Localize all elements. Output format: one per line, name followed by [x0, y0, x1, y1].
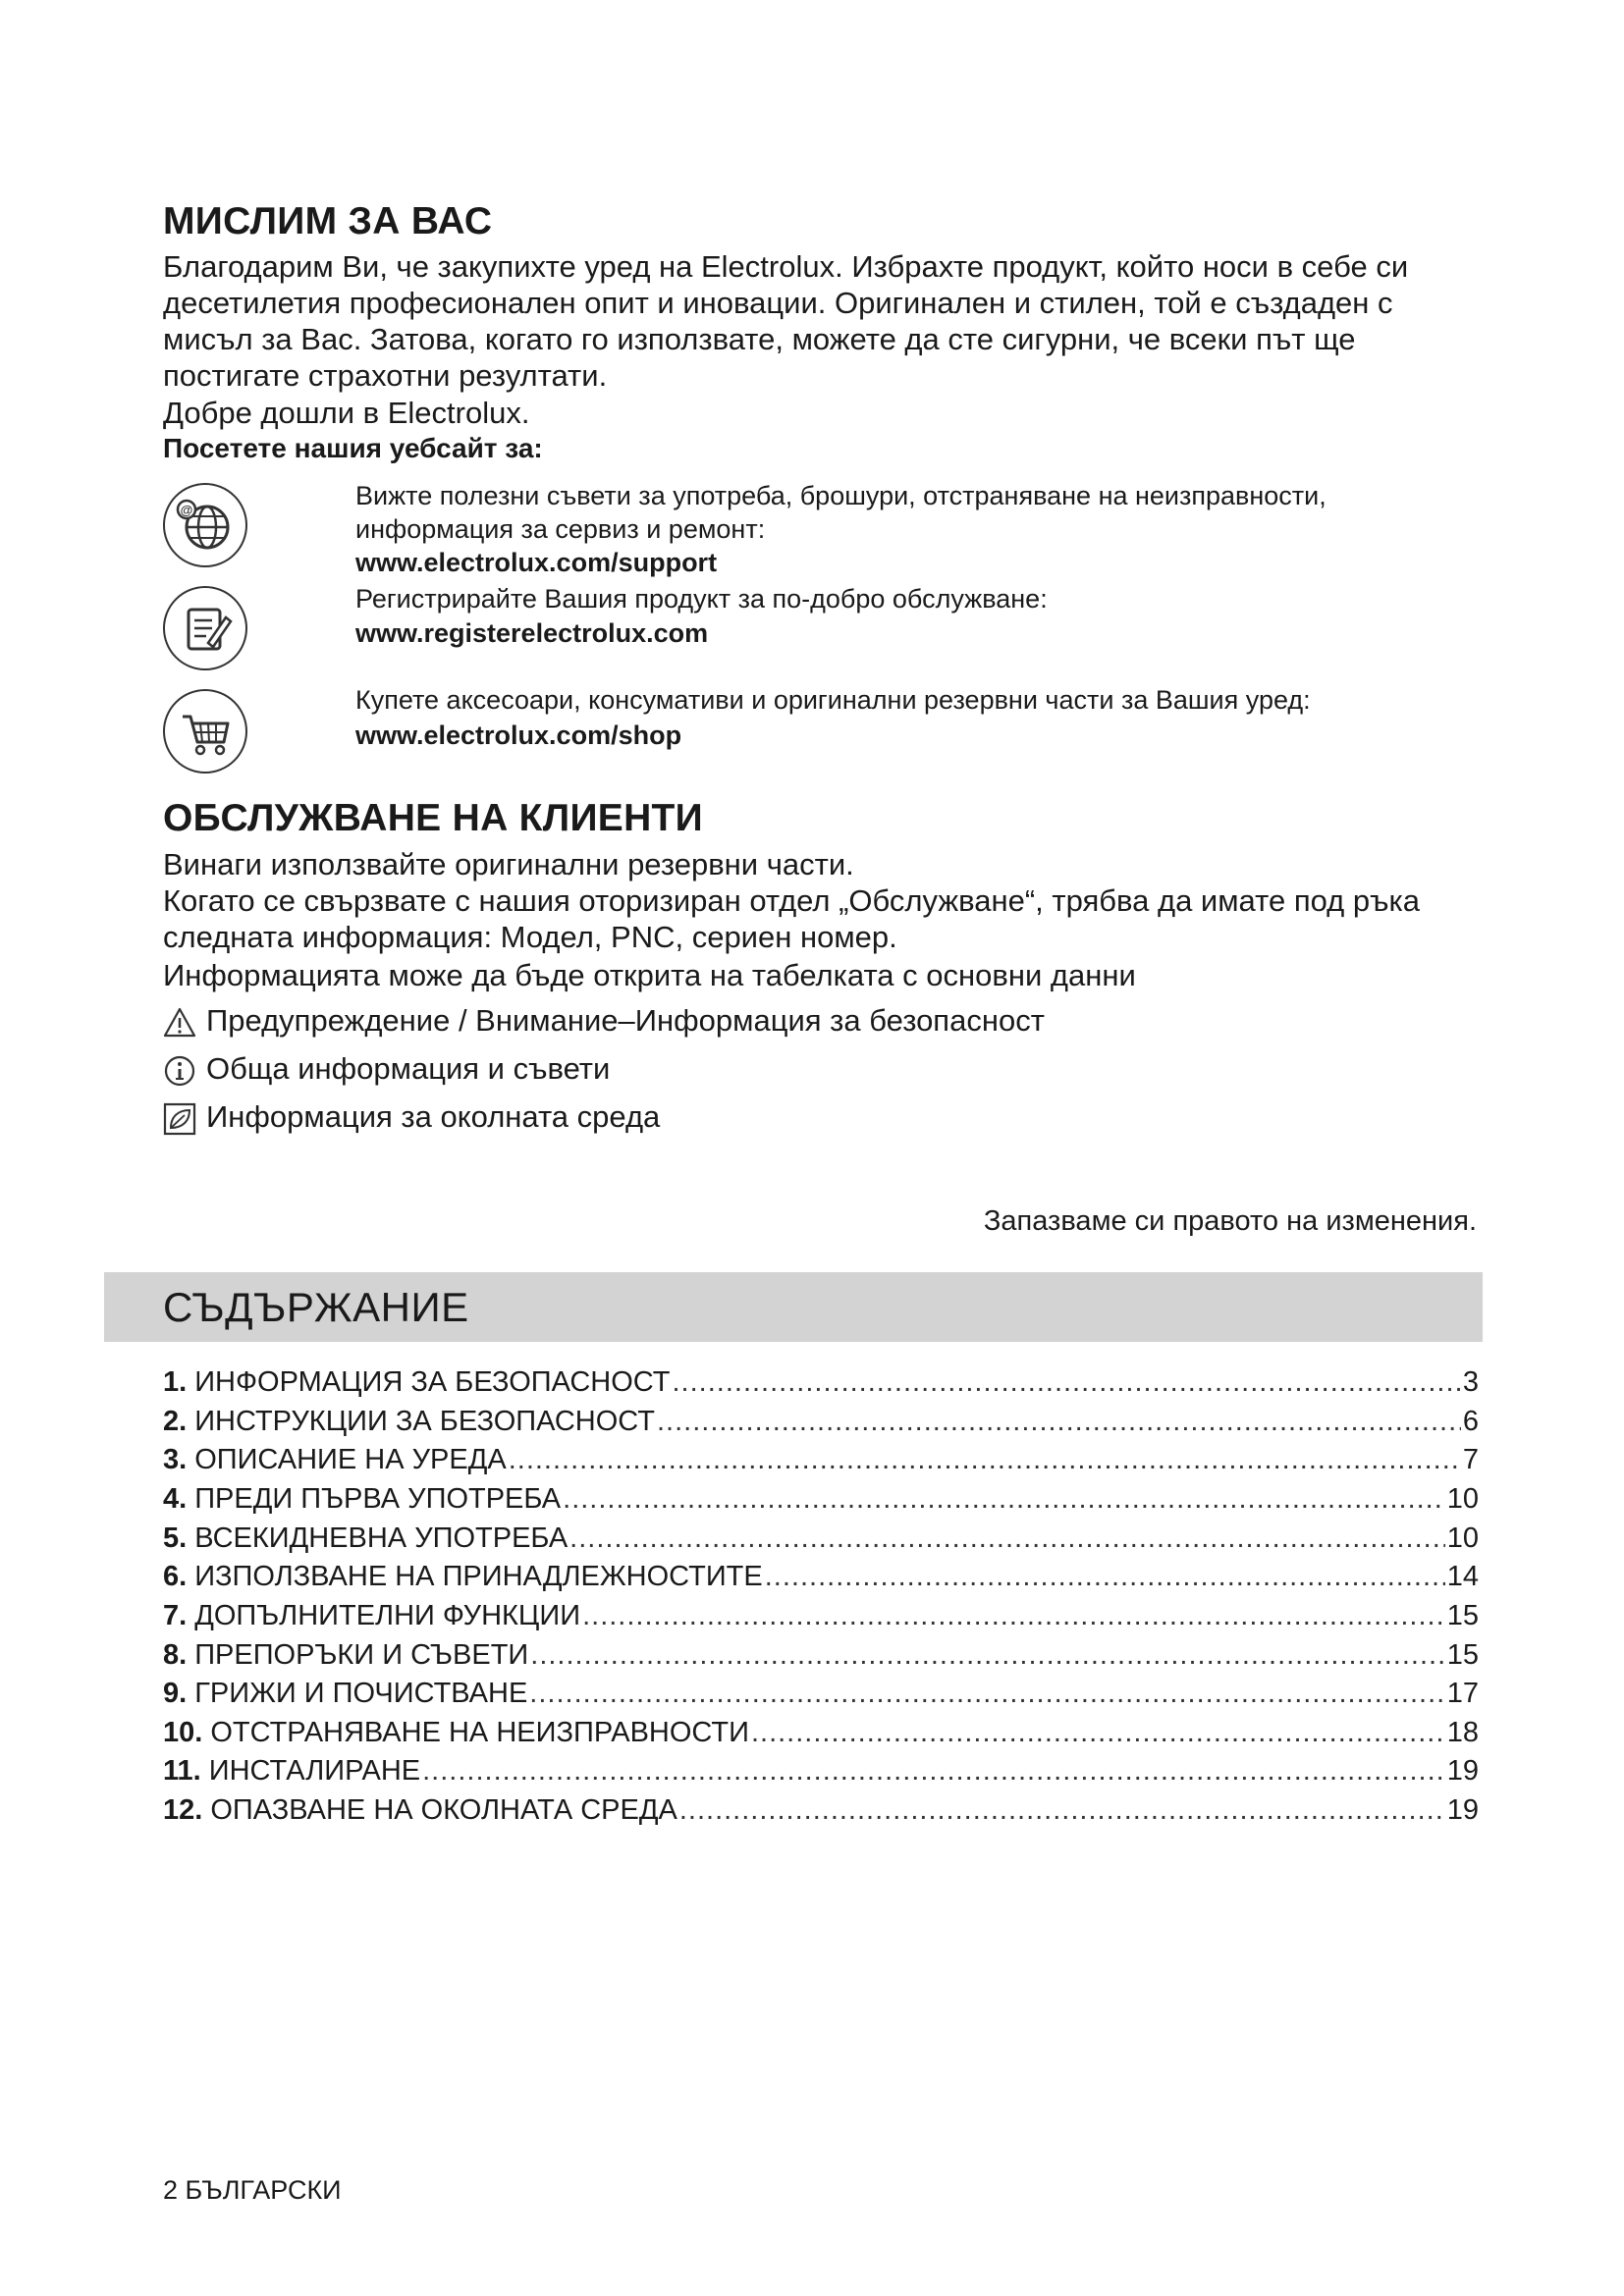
- legend-environment-text: Информация за околната среда: [206, 1099, 661, 1134]
- info-icon: [163, 1054, 196, 1088]
- toc-item[interactable]: [163, 1363, 1479, 1401]
- toc-item[interactable]: [163, 1714, 1479, 1751]
- toc-item-page: 15: [1446, 1600, 1479, 1631]
- toc-item[interactable]: [163, 1441, 1479, 1478]
- legend-warning-text: Предупреждение / Внимание–Информация за безопасност: [206, 1003, 1045, 1038]
- toc-item[interactable]: [163, 1403, 1479, 1440]
- toc-item-number: 4.: [163, 1483, 188, 1515]
- toc-item[interactable]: [163, 1752, 1479, 1789]
- toc-item-label: ИНФОРМАЦИЯ ЗА БЕЗОПАСНОСТ: [194, 1366, 671, 1398]
- toc-item-number: 10.: [163, 1717, 203, 1748]
- visit-website-label: Посетете нашия уебсайт за:: [163, 433, 543, 463]
- legend-warning: [163, 1001, 1045, 1041]
- register-description: Регистрирайте Вашия продукт за по-добро обслужване:: [355, 584, 1048, 614]
- register-link[interactable]: www.registerelectrolux.com: [355, 618, 709, 648]
- toc-item[interactable]: [163, 1636, 1479, 1674]
- toc-item[interactable]: [163, 1597, 1479, 1634]
- legend-info-text: Обща информация и съвети: [206, 1051, 611, 1086]
- toc-item-label: ИНСТАЛИРАНЕ: [208, 1755, 421, 1787]
- toc-item-label: ОТСТРАНЯВАНЕ НА НЕИЗПРАВНОСТИ: [210, 1717, 749, 1748]
- toc-item-page: 7: [1462, 1444, 1479, 1475]
- page-footer: 2 БЪЛГАРСКИ: [163, 2175, 342, 2205]
- toc-item-page: 6: [1462, 1406, 1479, 1437]
- toc-item[interactable]: [163, 1791, 1479, 1829]
- toc-item-label: ОПАЗВАНЕ НА ОКОЛНАТА СРЕДА: [210, 1794, 677, 1826]
- shop-description: Купете аксесоари, консумативи и оригинални резервни части за Вашия уред:: [355, 685, 1311, 715]
- toc-item-number: 5.: [163, 1522, 188, 1554]
- shop-link[interactable]: www.electrolux.com/shop: [355, 721, 682, 750]
- toc-item-number: 11.: [163, 1755, 201, 1787]
- legend-info: [163, 1049, 610, 1089]
- leaf-icon: [163, 1102, 196, 1136]
- intro-paragraph: Благодарим Ви, че закупихте уред на Electrolux. Избрахте продукт, който носи в себе си десетилетия професионален опит и иновации. Оригинален и стилен, той е създаден с мисъл за Вас. Затова, когато го използвате, можете да сте сигурни, че всеки път ще постигате страхотни резултати.: [163, 249, 1409, 393]
- toc-item-number: 3.: [163, 1444, 188, 1475]
- toc-item[interactable]: [163, 1558, 1479, 1595]
- toc-item-page: 18: [1446, 1717, 1479, 1748]
- service-line-3: Информацията може да бъде открита на табелката с основни данни: [163, 958, 1136, 992]
- toc-item-page: 10: [1446, 1522, 1479, 1554]
- shopping-cart-icon: [163, 689, 247, 774]
- service-line-2: Когато се свързвате с нашия оторизиран отдел „Обслужване“, трябва да имате под ръка следната информация: Модел, PNC, сериен номер.: [163, 883, 1420, 954]
- globe-icon: [163, 483, 247, 567]
- toc-item-page: 17: [1446, 1678, 1479, 1709]
- support-description: Вижте полезни съвети за употреба, брошури, отстраняване на неизправности, информация за сервиз и ремонт:: [355, 481, 1326, 544]
- toc-item[interactable]: [163, 1480, 1479, 1518]
- section-heading-thinking-of-you: МИСЛИМ ЗА ВАС: [163, 200, 493, 242]
- toc-item[interactable]: [163, 1675, 1479, 1712]
- toc-item-page: 19: [1446, 1755, 1479, 1787]
- legend-environment: [163, 1097, 660, 1137]
- toc-item[interactable]: [163, 1520, 1479, 1557]
- toc-item-page: 15: [1446, 1639, 1479, 1671]
- toc-item-label: ПРЕДИ ПЪРВА УПОТРЕБА: [194, 1483, 562, 1515]
- toc-item-label: ИНСТРУКЦИИ ЗА БЕЗОПАСНОСТ: [194, 1406, 655, 1437]
- toc-item-label: ГРИЖИ И ПОЧИСТВАНЕ: [194, 1678, 528, 1709]
- welcome-line: Добре дошли в Electrolux.: [163, 396, 530, 430]
- toc-item-label: ВСЕКИДНЕВНА УПОТРЕБА: [194, 1522, 568, 1554]
- support-link[interactable]: www.electrolux.com/support: [355, 548, 718, 577]
- toc-item-label: ПРЕПОРЪКИ И СЪВЕТИ: [194, 1639, 529, 1671]
- toc-item-number: 7.: [163, 1600, 188, 1631]
- toc-item-number: 6.: [163, 1561, 188, 1592]
- toc-item-page: 3: [1462, 1366, 1479, 1398]
- register-icon: [163, 586, 247, 670]
- toc-item-number: 8.: [163, 1639, 188, 1671]
- toc-item-label: ИЗПОЛЗВАНЕ НА ПРИНАДЛЕЖНОСТИТЕ: [194, 1561, 763, 1592]
- toc-item-number: 12.: [163, 1794, 203, 1826]
- toc-item-page: 10: [1446, 1483, 1479, 1515]
- warning-icon: [163, 1006, 196, 1040]
- svg-text:@: @: [180, 503, 193, 517]
- changes-notice: Запазваме си правото на изменения.: [983, 1205, 1477, 1237]
- toc-title: СЪДЪРЖАНИЕ: [163, 1284, 469, 1330]
- toc-item-label: ОПИСАНИЕ НА УРЕДА: [194, 1444, 507, 1475]
- toc-item-number: 1.: [163, 1366, 188, 1398]
- service-line-1: Винаги използвайте оригинални резервни части.: [163, 847, 854, 881]
- toc-item-label: ДОПЪЛНИТЕЛНИ ФУНКЦИИ: [194, 1600, 581, 1631]
- toc-item-page: 19: [1446, 1794, 1479, 1826]
- toc-item-number: 9.: [163, 1678, 188, 1709]
- section-heading-customer-service: ОБСЛУЖВАНЕ НА КЛИЕНТИ: [163, 797, 704, 839]
- toc-item-number: 2.: [163, 1406, 188, 1437]
- toc-item-page: 14: [1446, 1561, 1479, 1592]
